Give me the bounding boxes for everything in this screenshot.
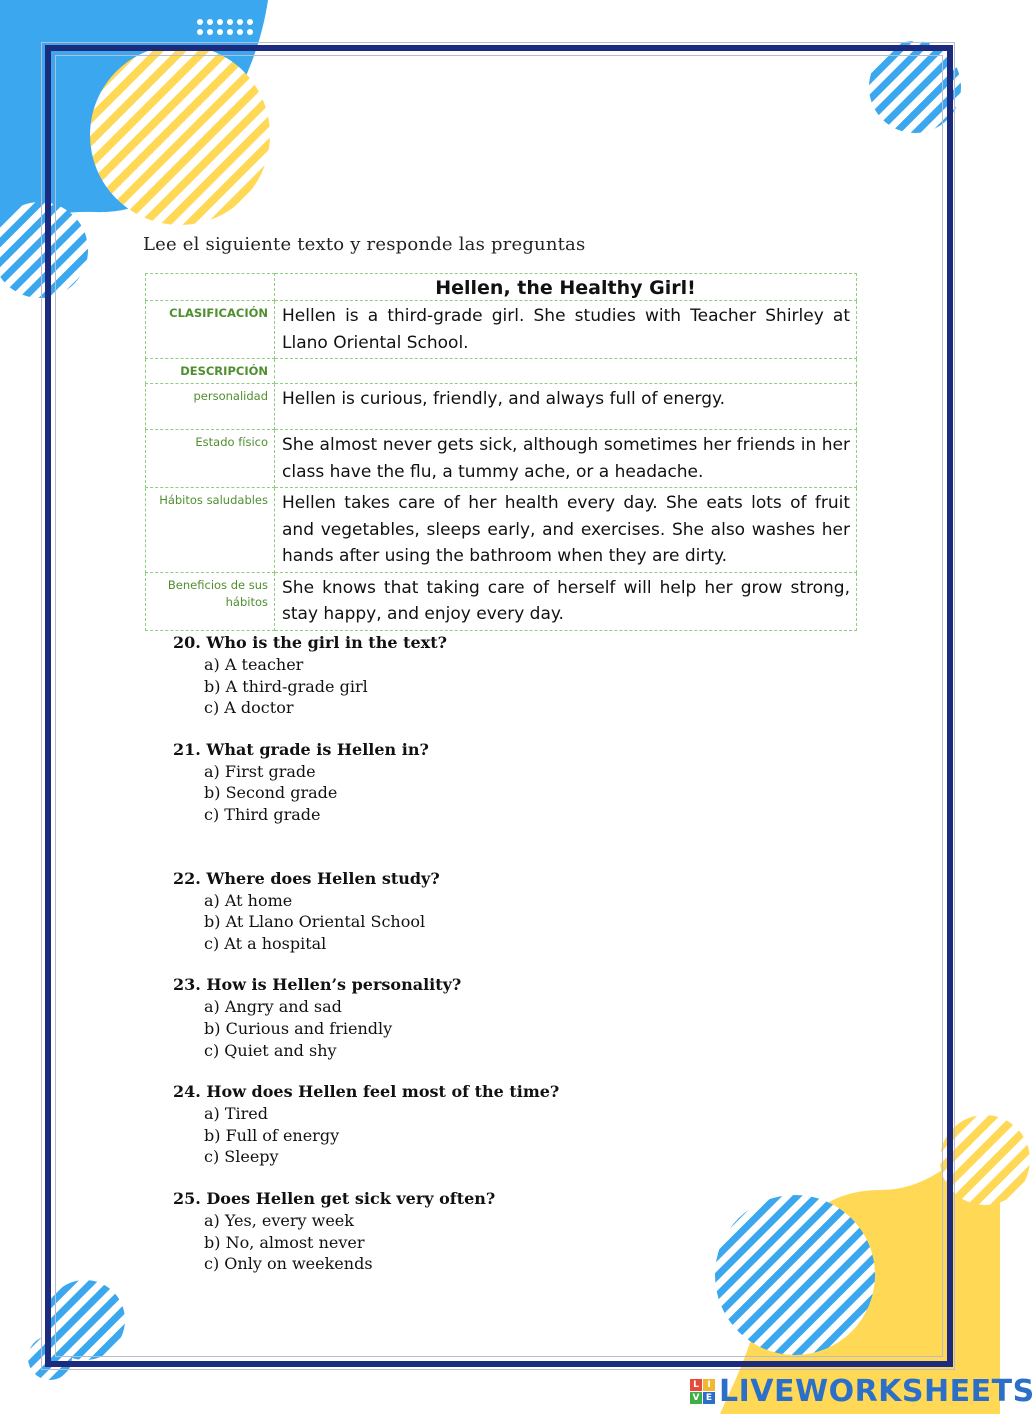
- table-title: Hellen, the Healthy Girl!: [275, 274, 857, 301]
- answer-option[interactable]: c) At a hospital: [204, 933, 327, 953]
- question-22: [173, 868, 773, 955]
- live-icon-letter: L: [690, 1379, 702, 1391]
- reading-table: [145, 273, 857, 631]
- live-icon-letter: V: [690, 1392, 702, 1404]
- answer-option[interactable]: b) Curious and friendly: [204, 1018, 393, 1038]
- question-24: [173, 1081, 773, 1168]
- answer-option[interactable]: b) No, almost never: [204, 1232, 365, 1252]
- row-text: Hellen takes care of her health every day. She eats lots of fruit and vegetables, sleeps early, and exercises. She also washes her hands after using the bathroom when they are dirty.: [275, 488, 857, 573]
- table-row-estado-fisico: [146, 430, 857, 488]
- table-row-personalidad: [146, 384, 857, 430]
- answer-option[interactable]: a) Yes, every week: [204, 1210, 354, 1230]
- answer-option[interactable]: c) A doctor: [204, 698, 294, 718]
- row-label: CLASIFICACIÓN: [146, 301, 275, 359]
- question-title: 24. How does Hellen feel most of the time?: [173, 1082, 560, 1102]
- question-title: 23. How is Hellen’s personality?: [173, 975, 462, 995]
- row-label: Hábitos saludables: [146, 488, 275, 573]
- row-label: personalidad: [146, 384, 275, 430]
- question-23: [173, 974, 773, 1061]
- table-title-label-cell: [146, 274, 275, 301]
- row-text: Hellen is curious, friendly, and always full of energy.: [275, 384, 857, 430]
- row-text: [275, 359, 857, 384]
- row-text: Hellen is a third-grade girl. She studies with Teacher Shirley at Llano Oriental School.: [275, 301, 857, 359]
- row-text: She almost never gets sick, although sometimes her friends in her class have the flu, a tummy ache, or a headache.: [275, 430, 857, 488]
- table-row-descripcion: [146, 359, 857, 384]
- answer-option[interactable]: b) At Llano Oriental School: [204, 912, 426, 932]
- instruction-text: Lee el siguiente texto y responde las preguntas: [143, 234, 586, 255]
- table-row-habitos: [146, 488, 857, 573]
- answer-option[interactable]: c) Only on weekends: [204, 1254, 373, 1274]
- table-title-row: [146, 274, 857, 301]
- answer-option[interactable]: b) Full of energy: [204, 1125, 340, 1145]
- question-title: 21. What grade is Hellen in?: [173, 739, 429, 759]
- question-25: [173, 1188, 773, 1275]
- question-title: 20. Who is the girl in the text?: [173, 633, 447, 652]
- live-icon-letter: I: [703, 1379, 715, 1391]
- row-label: Beneficios de sus hábitos: [146, 572, 275, 630]
- answer-option[interactable]: a) Tired: [204, 1104, 269, 1124]
- table-row-clasificacion: [146, 301, 857, 359]
- answer-option[interactable]: a) At home: [204, 890, 293, 910]
- answer-option[interactable]: c) Third grade: [204, 804, 321, 824]
- answer-option[interactable]: a) Angry and sad: [204, 997, 342, 1017]
- question-list: [173, 632, 773, 1295]
- answer-option[interactable]: c) Sleepy: [204, 1147, 279, 1167]
- table-row-beneficios: [146, 572, 857, 630]
- question-20: [173, 632, 773, 719]
- answer-option[interactable]: a) A teacher: [204, 655, 304, 674]
- liveworksheets-logo[interactable]: [690, 1374, 1035, 1409]
- question-21: [173, 739, 773, 826]
- answer-option[interactable]: c) Quiet and shy: [204, 1040, 337, 1060]
- live-icon: [690, 1379, 715, 1404]
- question-title: 22. Where does Hellen study?: [173, 868, 440, 888]
- question-title: 25. Does Hellen get sick very often?: [173, 1188, 496, 1208]
- row-label: DESCRIPCIÓN: [146, 359, 275, 384]
- answer-option[interactable]: b) Second grade: [204, 783, 338, 803]
- logo-text: LIVEWORKSHEETS: [719, 1374, 1035, 1409]
- answer-option[interactable]: b) A third-grade girl: [204, 676, 368, 696]
- answer-option[interactable]: a) First grade: [204, 761, 316, 781]
- row-text: She knows that taking care of herself will help her grow strong, stay happy, and enjoy every day.: [275, 572, 857, 630]
- row-label: Estado físico: [146, 430, 275, 488]
- live-icon-letter: E: [703, 1392, 715, 1404]
